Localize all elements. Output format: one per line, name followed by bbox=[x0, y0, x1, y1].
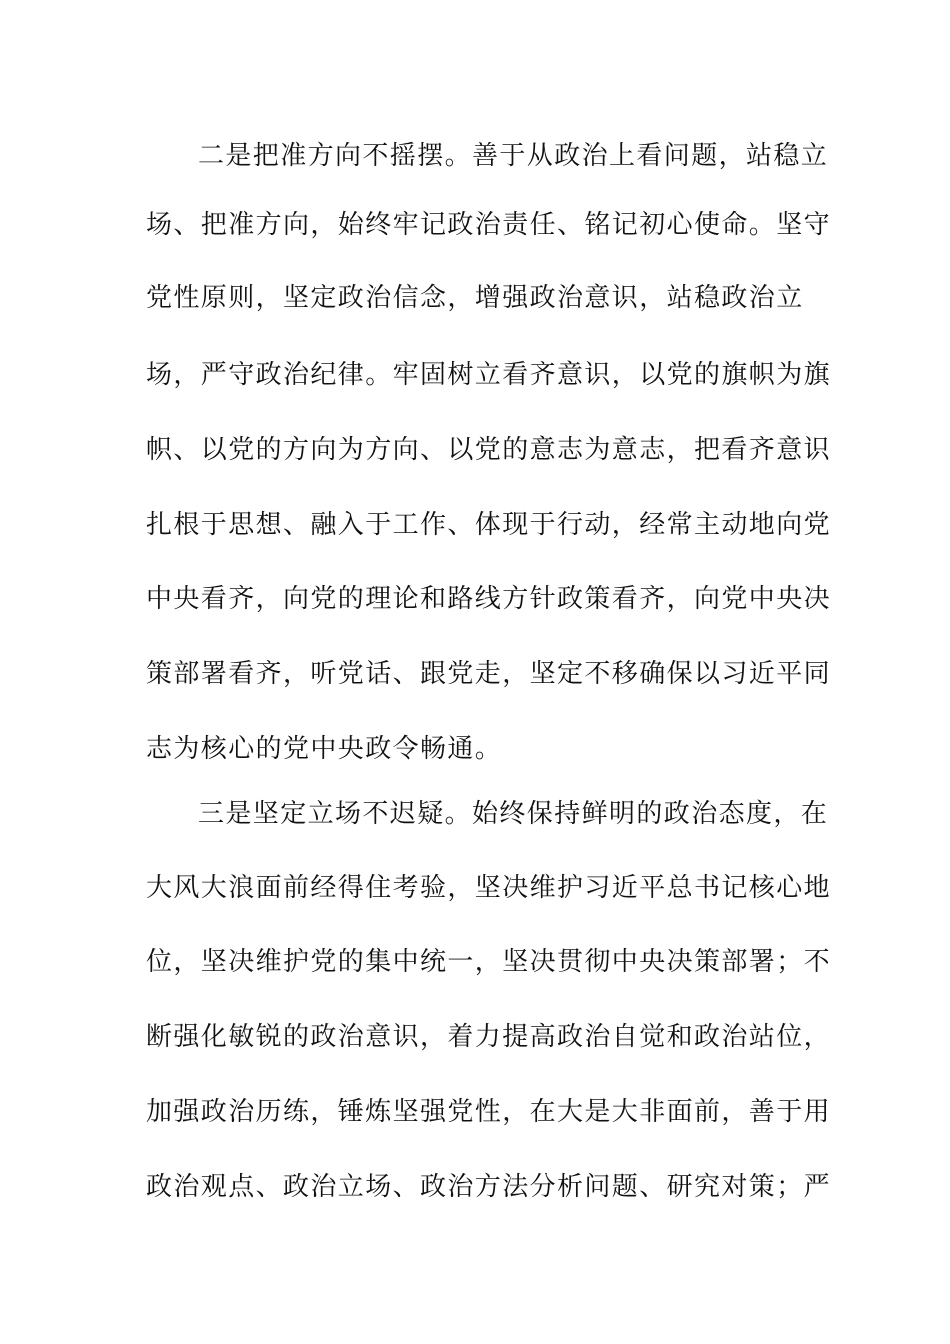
paragraph-3-line-6: 政治观点、政治立场、政治方法分析问题、研究对策；严 bbox=[146, 1172, 832, 1202]
paragraph-3-line-1: 三是坚定立场不迟疑。始终保持鲜明的政治态度，在 bbox=[198, 799, 829, 829]
paragraph-2-line-4: 场，严守政治纪律。牢固树立看齐意识，以党的旗帜为旗 bbox=[146, 360, 832, 390]
paragraph-3-line-2: 大风大浪面前经得住考验，坚决维护习近平总书记核心地 bbox=[146, 873, 832, 903]
paragraph-2-line-1: 二是把准方向不摇摆。善于从政治上看问题，站稳立 bbox=[198, 141, 829, 171]
paragraph-2-line-8: 策部署看齐，听党话、跟党走，坚定不移确保以习近平同 bbox=[146, 659, 832, 689]
paragraph-2-line-3: 党性原则，坚定政治信念，增强政治意识，站稳政治立 bbox=[146, 283, 804, 313]
paragraph-2-line-6: 扎根于思想、融入于工作、体现于行动，经常主动地向党 bbox=[146, 510, 832, 540]
paragraph-3-line-3: 位，坚决维护党的集中统一，坚决贯彻中央决策部署；不 bbox=[146, 947, 832, 977]
paragraph-2-line-9: 志为核心的党中央政令畅通。 bbox=[146, 734, 503, 764]
paragraph-2-line-7: 中央看齐，向党的理论和路线方针政策看齐，向党中央决 bbox=[146, 584, 832, 614]
paragraph-2-line-2: 场、把准方向，始终牢记政治责任、铭记初心使命。坚守 bbox=[146, 210, 832, 240]
paragraph-3-line-4: 断强化敏锐的政治意识，着力提高政治自觉和政治站位， bbox=[146, 1022, 832, 1052]
paragraph-3-line-5: 加强政治历练，锤炼坚强党性，在大是大非面前，善于用 bbox=[146, 1097, 832, 1127]
paragraph-2-line-5: 帜、以党的方向为方向、以党的意志为意志，把看齐意识 bbox=[146, 435, 832, 465]
